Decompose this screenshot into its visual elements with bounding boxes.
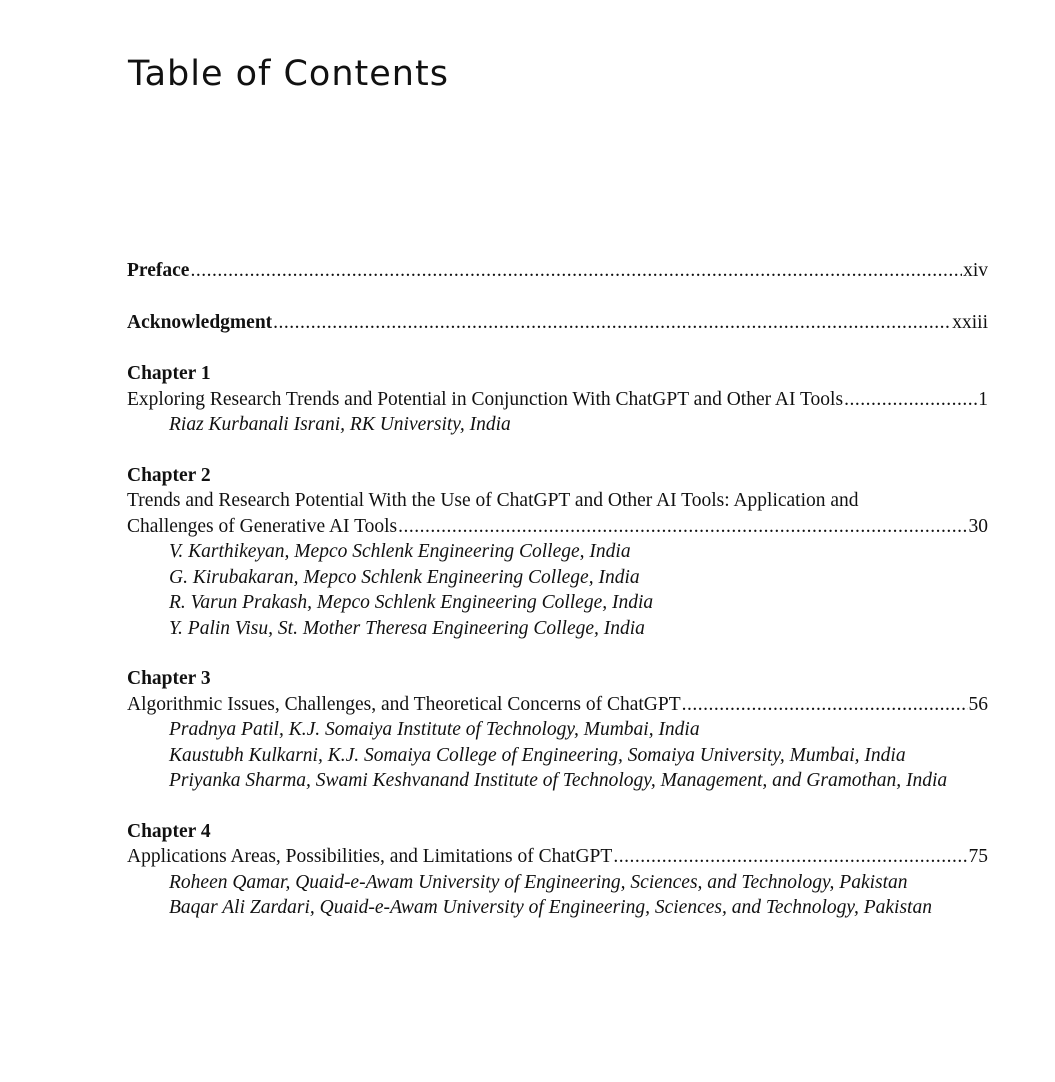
toc-entry-acknowledgment[interactable] [127,310,988,336]
dot-leader [682,692,968,718]
chapter-author: Roheen Qamar, Quaid-e-Awam University of Engineering, Sciences, and Technology, Pakistan [169,871,908,893]
dot-leader [844,387,977,413]
toc-list [127,258,988,921]
dot-leader [613,844,967,870]
toc-page-number: xiv [963,260,988,281]
chapter-title-link[interactable] [127,387,988,413]
toc-entry-label: Acknowledgment [127,311,273,333]
toc-page-number: 30 [968,515,988,537]
dot-leader [398,514,967,540]
chapter-author: Baqar Ali Zardari, Quaid-e-Awam University of Engineering, Sciences, and Technology, Pakistan [169,897,932,918]
page-title: Table of Contents [128,54,449,94]
chapter-label: Chapter 4 [127,820,211,842]
chapter-author: Y. Palin Visu, St. Mother Theresa Engineering College, India [169,617,645,639]
chapter-author: Priyanka Sharma, Swami Keshvanand Institute of Technology, Management, and Gramothan, India [169,770,948,791]
chapter-label: Chapter 3 [127,668,211,689]
chapter-title: Challenges of Generative AI Tools [127,515,398,537]
toc-chapter-2 [127,463,988,642]
dot-leader [273,310,951,336]
chapter-title: Algorithmic Issues, Challenges, and Theoretical Concerns of ChatGPT [127,693,681,715]
toc-page-number: xxiii [952,311,988,333]
chapter-title-link[interactable] [127,844,988,870]
toc-entry-preface[interactable] [127,258,988,284]
toc-page-number: 56 [968,693,988,715]
chapter-title: Applications Areas, Possibilities, and Limitations of ChatGPT [127,846,613,867]
chapter-author: Kaustubh Kulkarni, K.J. Somaiya College of Engineering, Somaiya University, Mumbai, India [169,744,906,766]
chapter-title: Exploring Research Trends and Potential in Conjunction With ChatGPT and Other AI Tools [127,388,844,410]
dot-leader [190,258,962,284]
chapter-author: G. Kirubakaran, Mepco Schlenk Engineering College, India [169,566,640,588]
toc-chapter-3 [127,666,988,794]
chapter-label: Chapter 2 [127,464,211,486]
chapter-author: R. Varun Prakash, Mepco Schlenk Engineering College, India [169,592,654,613]
chapter-title-link[interactable] [127,514,988,540]
chapter-author: V. Karthikeyan, Mepco Schlenk Engineering College, India [169,541,631,562]
chapter-label: Chapter 1 [127,363,211,384]
toc-chapter-1 [127,361,988,438]
chapter-title-line[interactable]: Trends and Research Potential With the Use of ChatGPT and Other AI Tools: Application and [127,490,859,511]
toc-page-number: 1 [978,388,988,410]
toc-entry-label: Preface [127,260,190,281]
toc-page-number: 75 [968,846,988,867]
chapter-title-link[interactable] [127,692,988,718]
chapter-author: Pradnya Patil, K.J. Somaiya Institute of Technology, Mumbai, India [169,719,700,740]
chapter-author: Riaz Kurbanali Israni, RK University, India [169,414,511,435]
toc-chapter-4 [127,819,988,921]
